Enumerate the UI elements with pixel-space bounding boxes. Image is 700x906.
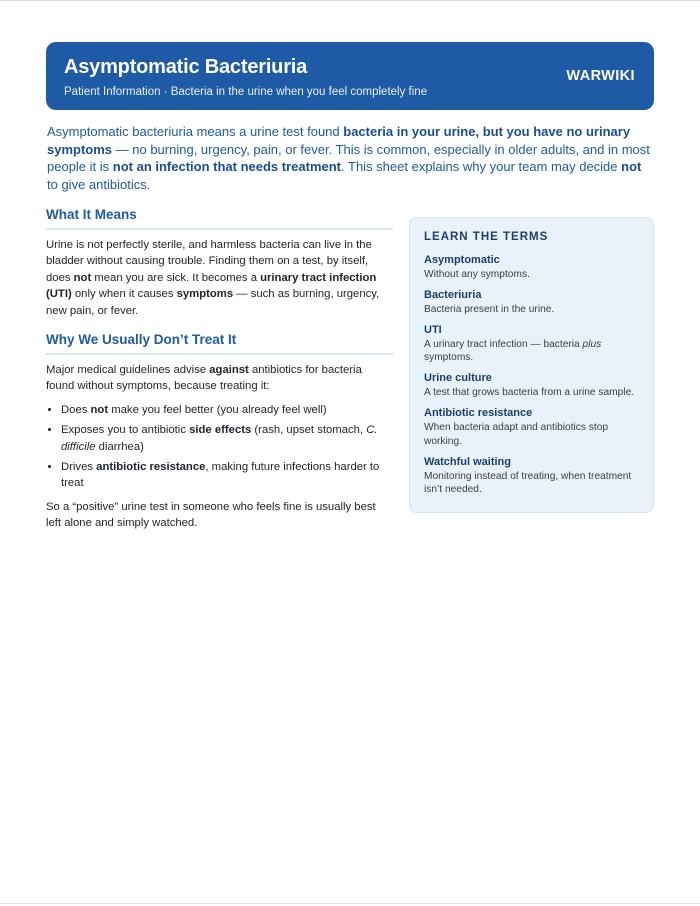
- intro-emphasis: not an infection that needs treatment: [112, 159, 342, 175]
- definition-italic: plus: [582, 338, 602, 350]
- intro-emphasis: bacteria in your urine, but you have no urinary symptoms: [47, 124, 631, 157]
- paragraph-emphasis: urinary tract infection (UTI): [46, 271, 377, 301]
- why-not-treat-paragraph: [46, 362, 393, 395]
- list-item-text: Does: [61, 403, 91, 416]
- what-it-means-paragraph: [46, 237, 393, 319]
- page-subtitle: Patient Information · Bacteria in the urine when you feel completely fine: [64, 86, 428, 98]
- definition-text: symptoms.: [424, 352, 474, 364]
- paragraph-text: — such as burning, urgency, new pain, or fever.: [46, 288, 380, 317]
- bottom-rule: [0, 903, 700, 904]
- list-item-italic: C. difficile: [61, 424, 378, 453]
- intro-text: to give antibiotics.: [47, 176, 151, 192]
- intro-text: — no burning, urgency, pain, or fever. This is common, especially in older adults, and in most people it is: [47, 141, 650, 175]
- paragraph-emphasis: against: [209, 364, 249, 377]
- list-item-text: Exposes you to antibiotic: [61, 424, 190, 437]
- term-definition: [424, 338, 639, 366]
- paragraph-text: Urine is not perfectly sterile, and harmless bacteria can live in the bladder without causing trouble. Finding them on a test, by itself, does: [46, 239, 372, 284]
- term-definition: Without any symptoms.: [424, 269, 530, 280]
- term-definition: Monitoring instead of treating, when treatment isn’t needed.: [424, 470, 632, 496]
- page-header: [46, 42, 654, 110]
- term-name: Antibiotic resistance: [424, 406, 533, 419]
- paragraph-emphasis: not: [73, 271, 92, 284]
- list-item-emphasis: antibiotic resistance: [96, 461, 206, 474]
- paragraph-text: antibiotics for bacteria found without symptoms, because treating it:: [46, 364, 362, 393]
- closing-paragraph: So a “positive” urine test in someone who feels fine is usually best left alone and simply watched.: [46, 500, 376, 530]
- list-item-text: Drives: [61, 461, 97, 474]
- section-heading-why-not-treat: Why We Usually Don’t Treat It: [46, 332, 393, 355]
- term-name: Urine culture: [424, 372, 492, 385]
- list-item: [61, 422, 393, 455]
- term-item: [424, 406, 639, 449]
- intro-text: Asymptomatic bacteriuria means a urine test found: [47, 124, 344, 139]
- paragraph-emphasis: symptoms: [176, 288, 234, 301]
- paragraph-text: only when it causes: [71, 288, 177, 301]
- section-heading-what-it-means: What It Means: [46, 207, 393, 230]
- list-item-text: diarrhea): [95, 440, 144, 453]
- main-column: [46, 207, 393, 532]
- list-item-text: , making future infections harder to treat: [61, 461, 380, 490]
- list-item-text: make you feel better (you already feel well): [108, 403, 327, 416]
- term-definition: Bacteria present in the urine.: [424, 303, 555, 315]
- paragraph-text: Major medical guidelines advise: [46, 364, 210, 377]
- term-definition: A test that grows bacteria from a urine sample.: [424, 387, 635, 399]
- brand-logo: WARWIKI: [566, 68, 635, 84]
- reasons-list: [46, 402, 393, 492]
- term-definition: When bacteria adapt and antibiotics stop working.: [424, 421, 609, 447]
- term-item: [424, 371, 639, 400]
- list-item-emphasis: not: [90, 403, 109, 416]
- sidebar-title: LEARN THE TERMS: [424, 231, 549, 243]
- list-item: [61, 402, 393, 418]
- term-name: Asymptomatic: [424, 254, 500, 266]
- list-item-emphasis: side effects: [189, 424, 252, 437]
- term-item: [424, 323, 639, 366]
- top-rule: [0, 0, 700, 1]
- paragraph-text: mean you are sick. It becomes a: [91, 271, 261, 284]
- term-name: UTI: [424, 323, 442, 336]
- list-item-text: (rash, upset stomach,: [251, 424, 367, 437]
- intro-paragraph: [47, 123, 653, 193]
- term-item: [424, 253, 639, 282]
- intro-emphasis: not: [621, 159, 642, 175]
- list-item: [61, 459, 393, 492]
- term-item: [424, 288, 639, 317]
- term-item: [424, 455, 639, 498]
- term-name: Watchful waiting: [424, 455, 511, 468]
- learn-terms-sidebar: [409, 217, 654, 513]
- term-name: Bacteriuria: [424, 288, 482, 301]
- definition-text: A urinary tract infection — bacteria: [424, 338, 583, 350]
- intro-text: . This sheet explains why your team may decide: [341, 159, 622, 175]
- page-title: Asymptomatic Bacteriuria: [64, 56, 308, 78]
